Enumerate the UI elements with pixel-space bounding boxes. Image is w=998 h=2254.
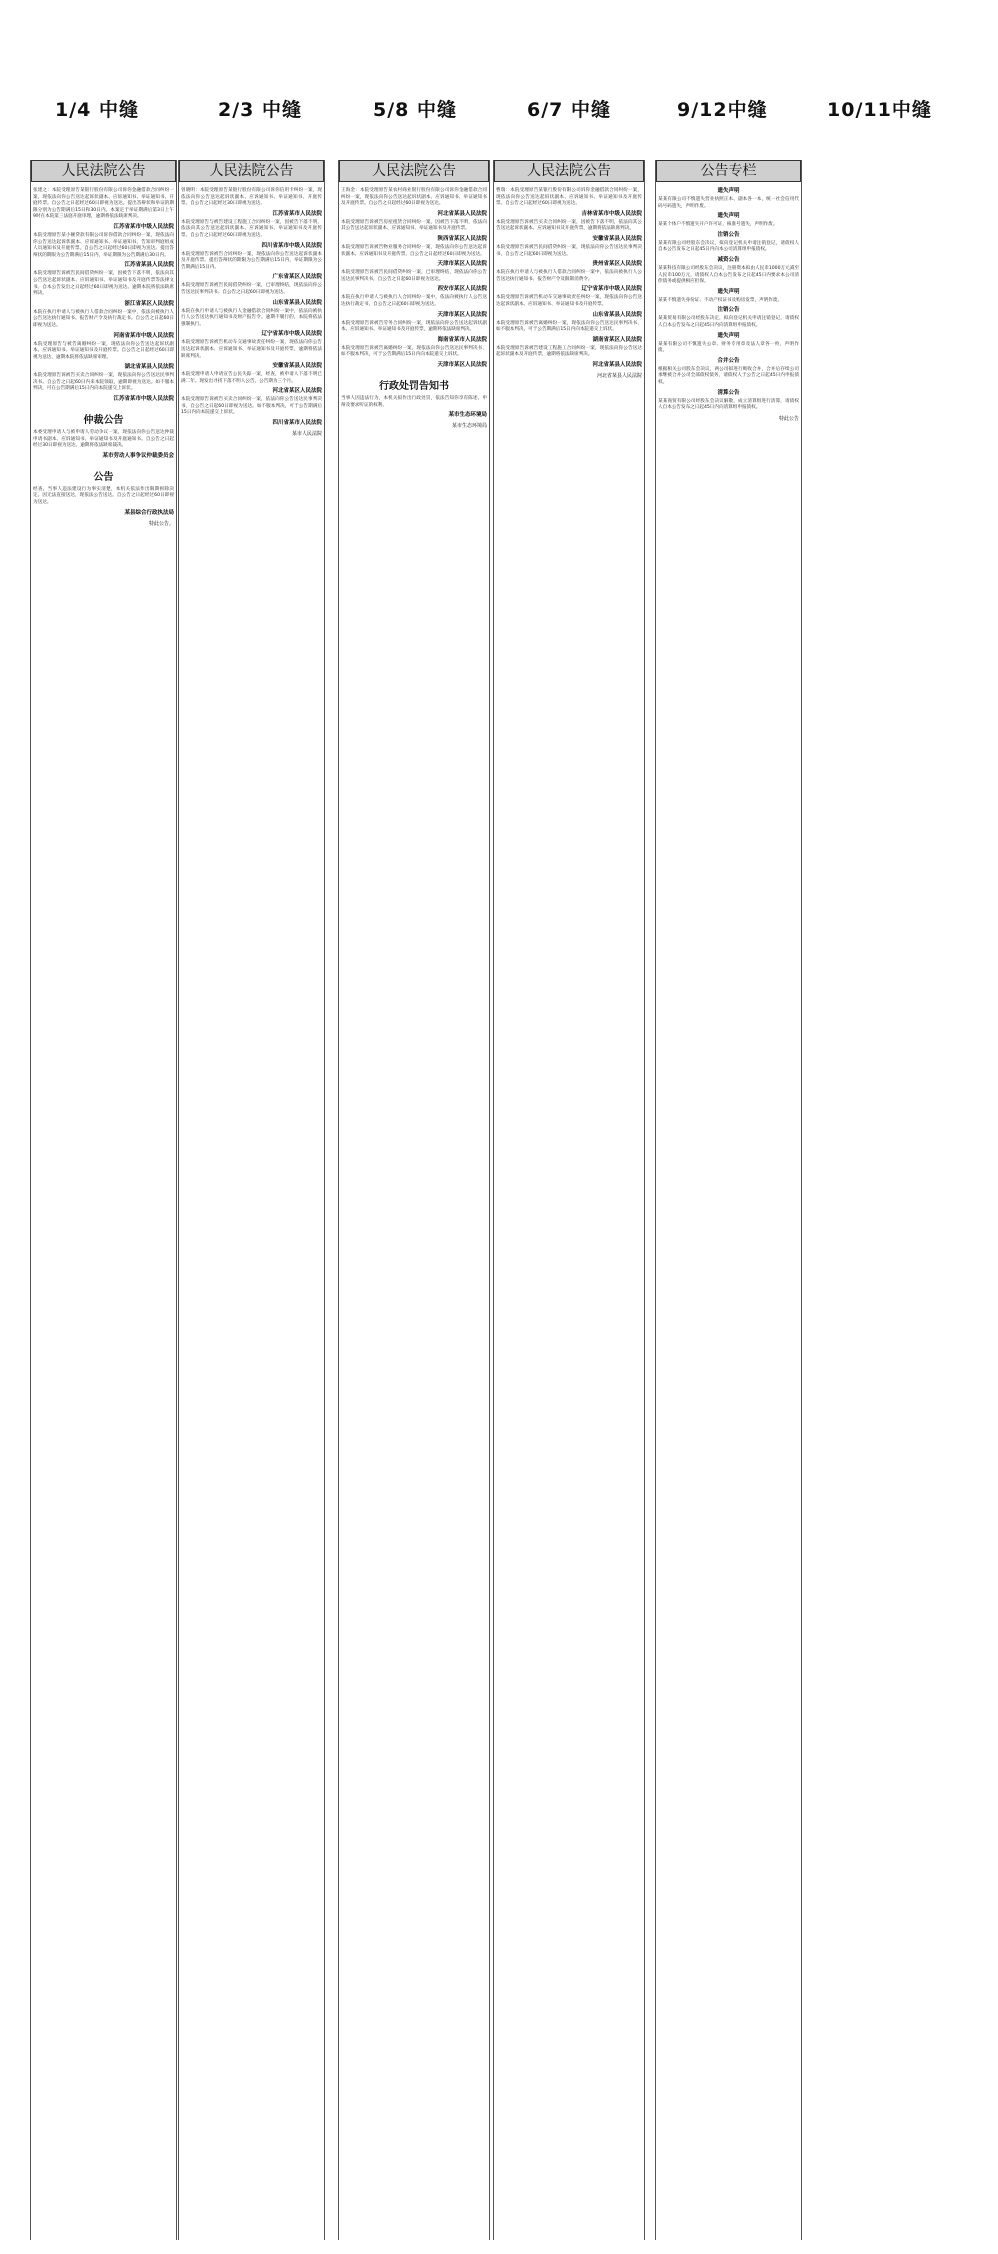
notice-text: 本院受理原告与被告建设工程施工合同纠纷一案，因被告下落不明，依法向其公告送达起诉状副本、应诉通知书、举证通知书及开庭传票。自公告之日起经过60日即视为送达。 <box>181 219 322 238</box>
notice-item <box>33 188 174 231</box>
fold-label: 2/3 中缝 <box>218 99 302 121</box>
notice-text: 本院受理原告诉被告房屋租赁合同纠纷一案，因被告下落不明，依法向其公告送达起诉状副本、应诉通知书、举证通知书及开庭传票。 <box>341 219 487 232</box>
notice-item <box>33 487 174 517</box>
fold-label: 10/11中缝 <box>827 99 932 121</box>
column-body <box>179 188 324 438</box>
notice-text: 本院受理原告诉被告买卖合同纠纷一案，现依法向你公告送达民事判决书。自公告之日起60日内来本院领取，逾期即视为送达。如不服本判决，可在公告期满后15日内向本院递交上诉状。 <box>33 373 174 392</box>
notice-heading: 注销公告 <box>717 231 740 238</box>
court-name: 某市生态环境局 <box>448 412 487 419</box>
notice-item <box>33 342 174 372</box>
notice-item <box>496 220 642 243</box>
notice-item <box>341 245 487 268</box>
closing-line: 某市人民法院 <box>291 431 322 438</box>
court-name: 河南省某市中级人民法院 <box>113 332 174 339</box>
notice-text: 曾晓明：本院受理原告某银行股份有限公司诉你信用卡纠纷一案，现依法向你公告送达起诉状副本、应诉通知书、举证通知书、开庭传票。自公告之日起经过30日即视为送达。 <box>181 188 322 207</box>
notice-item <box>341 321 487 344</box>
section-title: 仲裁公告 <box>83 415 124 427</box>
court-name: 四川省某市人民法院 <box>272 420 322 427</box>
notice-item <box>496 245 642 268</box>
notice-text: 本院在执行申请人与被执行人金融借款合同纠纷一案中，依法向被执行人公告送达执行通知书及财产报告令。逾期不履行的，本院将依法强制执行。 <box>181 308 322 327</box>
notice-item <box>341 295 487 318</box>
notice-text: 本院受理原告某小额贷款有限公司诉你借款合同纠纷一案，现依法向你公告送达起诉状副本、应诉通知书、举证通知书、告知审判庭组成人员通知书及开庭传票。自公告之日起经过60日即视为送达。提出答辩状的期限为公告期满后15日内，举证期限为公告期满后30日内。 <box>33 232 174 258</box>
column-body <box>494 188 644 380</box>
notice-text: 本院受理申请人申请宣告公民失踪一案，经查，被申请人下落不明已满二年。现发出寻找下落不明人公告，公告期为三个月。 <box>181 372 322 384</box>
column-header: 人民法院公告 <box>179 160 324 182</box>
notice-item <box>181 340 322 370</box>
court-name: 辽宁省某市中级人民法院 <box>261 331 322 338</box>
notice-item <box>341 188 487 218</box>
court-name: 广东省某区人民法院 <box>272 274 322 281</box>
notice-text: 本院受理原告诉被告民间借贷纠纷一案，已审理终结，现依法向你公告送达民事判决书，自公告之日起60日即视为送达。 <box>341 270 487 282</box>
notice-text: 某某有限公司不慎遗失营业执照正本、副本各一本，统一社会信用代码号码遗失，声明作废。 <box>658 197 799 209</box>
notice-text: 某某科技有限公司经股东会决议，注册资本拟由人民币1000万元减至人民币100万元，请债权人自本公告发布之日起45日内要求本公司清偿债务或提供相应担保。 <box>658 265 799 285</box>
closing-line: 河北省某县人民法院 <box>596 372 642 379</box>
court-name: 江苏省某市中级人民法院 <box>113 223 174 230</box>
notice-heading: 遗失声明 <box>717 288 740 295</box>
notice-column-1 <box>30 160 177 2240</box>
notice-heading: 注销公告 <box>717 307 740 314</box>
notice-item <box>33 271 174 307</box>
notice-item <box>658 213 799 229</box>
notice-text: 本院在执行申请人与被执行人借款合同纠纷一案中，依法向被执行人公告送达执行通知书、报告财产令及执行裁定书。自公告之日起60日即视为送达。 <box>33 309 174 328</box>
closing-line: 特此公告 <box>778 415 799 422</box>
court-name: 四川省某市中级人民法院 <box>261 242 322 249</box>
notice-text: 本委受理申请人与被申请人劳动争议一案，现依法向你公告送达仲裁申请书副本、应诉通知书、举证通知书及开庭通知书。自公告之日起经过30日即视为送达，逾期将依法缺席裁决。 <box>33 430 174 449</box>
court-name: 某县综合行政执法局 <box>124 509 174 516</box>
section-title: 公告 <box>93 471 114 483</box>
notice-text: 本院在执行申请人与被执行人借款合同纠纷一案中，依法向被执行人公告送达执行通知书、报告财产令及限制消费令。 <box>496 270 642 282</box>
court-name: 山东省某县人民法院 <box>592 311 642 318</box>
notice-item <box>341 270 487 293</box>
notice-item <box>658 333 799 355</box>
notice-item <box>658 358 799 387</box>
notice-item <box>341 396 487 419</box>
notice-heading: 减资公告 <box>717 256 740 263</box>
section-title: 行政处罚告知书 <box>379 380 449 392</box>
court-name: 河北省某县人民法院 <box>437 210 487 217</box>
closing-line: 某市生态环境局 <box>451 423 487 430</box>
column-body <box>339 188 489 430</box>
notice-item <box>181 252 322 282</box>
court-name: 安徽省某县人民法院 <box>272 363 322 370</box>
notice-text: 本院受理原告诉被告买卖合同纠纷一案，依法向你公告送达民事判决书，自公告之日起60日即视为送达。如不服本判决，可于公告期满后15日内向本院递交上诉状。 <box>181 397 322 416</box>
notice-text: 本院受理原告诉被告劳务合同纠纷一案，现依法向你公告送达起诉状副本、应诉通知书、举证通知书及开庭传票，逾期将依法缺席判决。 <box>341 320 487 333</box>
notice-item <box>181 220 322 250</box>
notice-text: 本院受理原告诉被告机动车交通事故责任纠纷一案，现依法向你公告送达起诉状副本、应诉通知书、举证通知书及开庭传票。 <box>496 295 642 307</box>
notice-text: 本院受理原告诉被告民间借贷纠纷一案，已审理终结，现依法向你公告送达民事判决书。自公告之日起60日即视为送达。 <box>181 283 322 295</box>
column-body <box>656 188 801 423</box>
notice-item <box>33 233 174 269</box>
notice-text: 张建之：本院受理原告某银行股份有限公司诉你金融借款合同纠纷一案，现依法向你公告送达起诉状副本、应诉通知书、举证通知书、开庭传票。自公告之日起经过60日即视为送达。提出答辩状和举证的期限分别为公告期满后15日和30日内。本案定于举证期满后第3日上午9时在本院第三法庭开庭审理，逾期将依法缺席判决。 <box>33 188 174 220</box>
fold-label: 1/4 中缝 <box>55 99 139 121</box>
notice-item <box>33 430 174 460</box>
column-header: 公告专栏 <box>656 160 801 182</box>
notice-heading: 遗失声明 <box>717 213 740 220</box>
notice-heading: 遗失声明 <box>717 332 740 339</box>
court-name: 安徽省某县人民法院 <box>592 235 642 242</box>
notice-text: 某某贸易有限公司经股东决定，拟向登记机关申请注销登记，请债权人自本公告发布之日起45日内向清算组申报债权。 <box>658 316 799 328</box>
notice-text: 某某个体户不慎遗失开户许可证，核准号遗失，声明作废。 <box>658 222 778 228</box>
notice-text: 本院受理原告诉被告合同纠纷一案，现依法向你公告送达起诉状副本及开庭传票。提出答辩状的期限为公告期满后15日内，举证期限为公告期满后15日内。 <box>181 251 322 270</box>
court-name: 河北省某县人民法院 <box>592 361 642 368</box>
closing-line: 特此公告。 <box>148 520 174 527</box>
court-name: 山东省某县人民法院 <box>272 299 322 306</box>
court-name: 西安市某区人民法院 <box>437 286 487 293</box>
notice-item <box>658 257 799 286</box>
column-header: 人民法院公告 <box>31 160 176 182</box>
notice-text: 某某不慎遗失身份证、不动产权证书及购房发票，声明作废。 <box>658 297 783 303</box>
notice-text: 某某有限公司经股东会决议，拟向登记机关申请注销登记，请债权人自本公告发布之日起45日内向本公司清算组申报债权。 <box>658 240 799 253</box>
notice-text: 本院受理原告诉被告物业服务合同纠纷一案，现依法向你公告送达起诉状副本、应诉通知书及开庭传票，自公告之日起经过60日即视为送达。 <box>341 244 487 257</box>
notice-item <box>181 397 322 427</box>
notice-item <box>341 220 487 243</box>
fold-label: 9/12中缝 <box>677 99 768 121</box>
notice-item <box>181 188 322 218</box>
court-name: 天津市某区人民法院 <box>437 261 487 268</box>
court-name: 江苏省某市人民法院 <box>272 210 322 217</box>
notice-text: 曹瑞：本院受理原告某银行股份有限公司诉你金融借款合同纠纷一案，现依法向你公告送达起诉状副本、应诉通知书、举证通知书及开庭传票。自公告之日起经过60日即视为送达。 <box>496 188 642 207</box>
notice-text: 当事人因违法行为，本机关拟作出行政处罚，依法告知你享有陈述、申辩及要求听证的权利。 <box>341 395 487 408</box>
notice-item <box>658 289 799 305</box>
notice-column-2 <box>178 160 325 2240</box>
court-name: 某市劳动人事争议仲裁委员会 <box>102 452 174 459</box>
notice-column-5 <box>655 160 802 2240</box>
notice-item <box>181 372 322 395</box>
notice-item <box>658 307 799 329</box>
notice-item <box>341 346 487 369</box>
notice-text: 本院受理原告诉被告买卖合同纠纷一案，因被告下落不明，依法向其公告送达起诉状副本、应诉通知书及开庭传票，逾期将依法缺席判决。 <box>496 219 642 232</box>
notice-text: 本院受理原告与被告离婚纠纷一案，现依法向你公告送达起诉状副本、应诉通知书、举证通知书及开庭传票。自公告之日起经过60日即视为送达，逾期本院将依法缺席审理。 <box>33 341 174 360</box>
notice-text: 王海金：本院受理原告某农村商业银行股份有限公司诉你金融借款合同纠纷一案，现依法向你公告送达起诉状副本、应诉通知书、举证通知书及开庭传票。自公告之日起经过60日即视为送达。 <box>341 188 487 207</box>
court-name: 江苏省某市中级人民法院 <box>113 396 174 403</box>
notice-text: 本院在执行申请人与被执行人合同纠纷一案中，依法向被执行人公告送达执行裁定书，自公告之日起60日即视为送达。 <box>341 295 487 307</box>
notice-column-3 <box>338 160 490 2240</box>
court-name: 辽宁省某市中级人民法院 <box>581 286 642 293</box>
notice-text: 某某商贸有限公司经股东会决议解散，成立清算组进行清算，请债权人自本公告发布之日起45日内向清算组申报债权。 <box>658 398 799 411</box>
notice-text: 本院受理原告诉被告离婚纠纷一案，现依法向你公告送达民事判决书，如不服本判决，可于公告期满后15日内向本院递交上诉状。 <box>341 345 487 358</box>
notice-text: 本院受理原告诉被告建设工程施工合同纠纷一案，现依法向你公告送达起诉状副本及开庭传票，逾期将依法缺席判决。 <box>496 345 642 358</box>
notice-item <box>496 270 642 293</box>
notice-item <box>33 373 174 403</box>
notice-item <box>33 310 174 340</box>
notice-heading: 遗失声明 <box>717 188 740 194</box>
notice-text: 经查，当事人违法建设行为事实清楚，本机关依法作出限期拆除决定。因无法直接送达，现依法公告送达。自公告之日起经过60日即视为送达。 <box>33 486 174 506</box>
notice-item <box>496 321 642 344</box>
court-name: 浙江省某区人民法院 <box>124 300 174 307</box>
notice-text: 本院受理原告诉被告民间借贷纠纷一案，因被告下落不明，依法向其公告送达起诉状副本、应诉通知书、举证通知书及开庭传票等法律文书。自本公告发出之日起经过60日即视为送达。逾期本院将依法缺席判决。 <box>33 271 174 297</box>
notice-text: 本院受理原告诉被告机动车交通事故责任纠纷一案，现依法向你公告送达起诉状副本、应诉通知书、举证通知书及开庭传票，逾期将依法缺席判决。 <box>181 340 322 359</box>
fold-label: 5/8 中缝 <box>373 99 457 121</box>
court-name: 湖南省某区人民法院 <box>592 336 642 343</box>
court-name: 贵州省某区人民法院 <box>592 261 642 268</box>
notice-item <box>658 188 799 210</box>
court-name: 吉林省某市中级人民法院 <box>581 210 642 217</box>
court-name: 湖北省某县人民法院 <box>124 364 174 371</box>
column-body <box>31 188 176 528</box>
court-name: 河北省某区人民法院 <box>272 388 322 395</box>
notice-heading: 合并公告 <box>717 357 740 364</box>
court-name: 江苏省某县人民法院 <box>124 262 174 269</box>
court-name: 陕西省某区人民法院 <box>437 235 487 242</box>
notice-item <box>181 309 322 339</box>
notice-text: 某某有限公司不慎遗失公章、财务专用章及法人章各一枚，声明作废。 <box>658 341 799 354</box>
notice-item <box>658 390 799 412</box>
notice-item <box>658 232 799 254</box>
fold-labels <box>0 95 998 125</box>
column-header: 人民法院公告 <box>339 160 489 182</box>
notice-item <box>181 283 322 306</box>
notice-text: 根据相关公司股东会决议，两公司拟进行吸收合并，合并后存续公司承继被合并公司全部债权债务，请债权人于公告之日起45日内申报债权。 <box>658 366 799 385</box>
column-header: 人民法院公告 <box>494 160 644 182</box>
court-name: 天津市某区人民法院 <box>437 311 487 318</box>
notice-item <box>496 346 642 369</box>
notice-text: 本院受理原告诉被告民间借贷纠纷一案，现依法向你公告送达民事判决书，自公告之日起60日即视为送达。 <box>496 244 642 257</box>
court-name: 海南省某市人民法院 <box>437 336 487 343</box>
notice-column-4 <box>493 160 645 2240</box>
notice-item <box>496 295 642 318</box>
notice-item <box>496 188 642 218</box>
fold-label: 6/7 中缝 <box>527 99 611 121</box>
court-name: 天津市某区人民法院 <box>437 361 487 368</box>
notice-heading: 清算公告 <box>717 389 740 396</box>
notice-text: 本院受理原告诉被告离婚纠纷一案，现依法向你公告送达民事判决书，如不服本判决，可于公告期满后15日内向本院递交上诉状。 <box>496 320 642 333</box>
